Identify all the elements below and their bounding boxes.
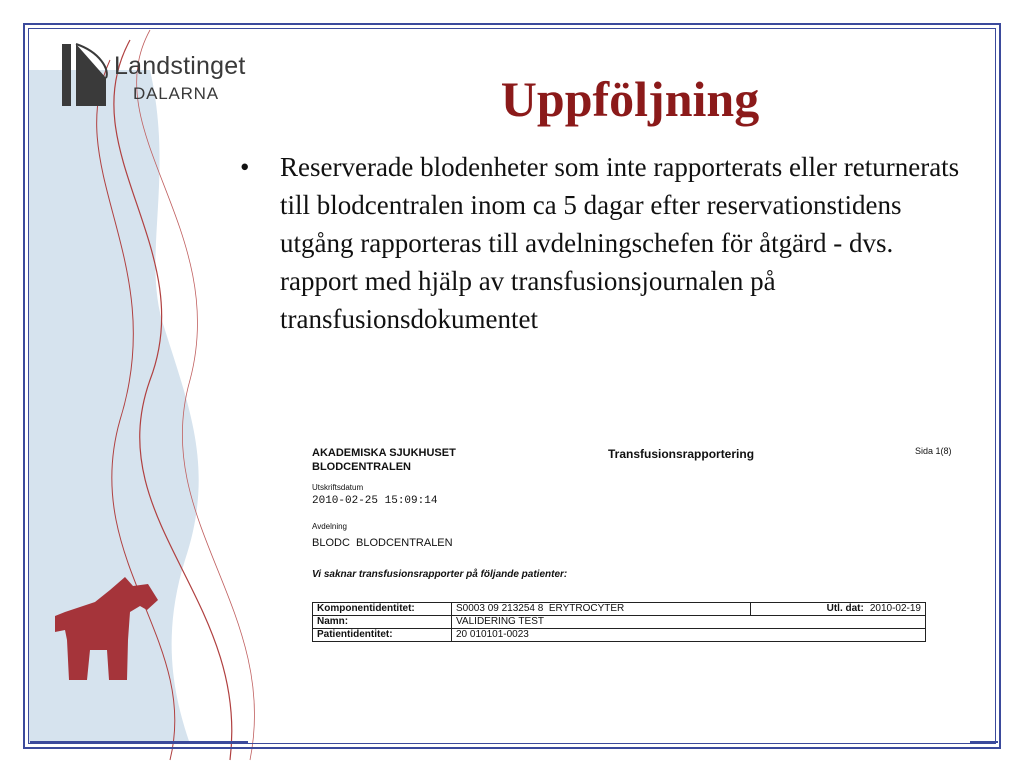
logo-name: Landstinget	[114, 52, 246, 80]
logo-region: DALARNA	[133, 84, 219, 103]
printed-date-value: 2010-02-25 15:09:14	[312, 495, 438, 507]
bullet-item	[240, 148, 980, 338]
report-unit: BLODCENTRALEN	[312, 461, 411, 473]
table-cell-value: S0003 09 213254 8 ERYTROCYTER	[452, 603, 751, 616]
table-cell-extra-value: 2010-02-19	[869, 603, 921, 614]
table-cell-extra	[751, 603, 926, 616]
bullet-marker: •	[240, 152, 250, 182]
table-cell-extra-key: Utl. dat:	[826, 603, 864, 614]
report-table	[312, 602, 926, 642]
table-row	[313, 616, 926, 629]
table-cell-value: VALIDERING TEST	[452, 616, 926, 629]
slide-title: Uppföljning	[500, 71, 760, 127]
department-value: BLODC BLODCENTRALEN	[312, 537, 453, 549]
table-cell-key: Namn:	[313, 616, 452, 629]
report-title: Transfusionsrapportering	[608, 447, 755, 461]
report-hospital-block	[312, 446, 456, 474]
table-cell-key: Patientidentitet:	[313, 629, 452, 642]
table-row	[313, 603, 926, 616]
report-image	[300, 436, 960, 666]
table-row	[313, 629, 926, 642]
report-hospital: AKADEMISKA SJUKHUSET	[312, 447, 456, 459]
report-message: Vi saknar transfusionsrapporter på följande patienter:	[312, 569, 568, 580]
bullet-text: Reserverade blodenheter som inte rapporterats eller returnerats till blodcentralen inom ca 5 dagar efter reservationstidens utgång rapporteras till avdelningschefen för åtgärd - dvs. rapport med hjälp av transfusionsjournalen på transfusionsdokumentet	[280, 152, 960, 334]
report-page: Sida 1(8)	[915, 446, 952, 456]
printed-date-label: Utskriftsdatum	[312, 483, 364, 492]
department-label: Avdelning	[312, 522, 347, 531]
table-cell-value: 20 010101-0023	[452, 629, 926, 642]
table-cell-key: Komponentidentitet:	[313, 603, 452, 616]
